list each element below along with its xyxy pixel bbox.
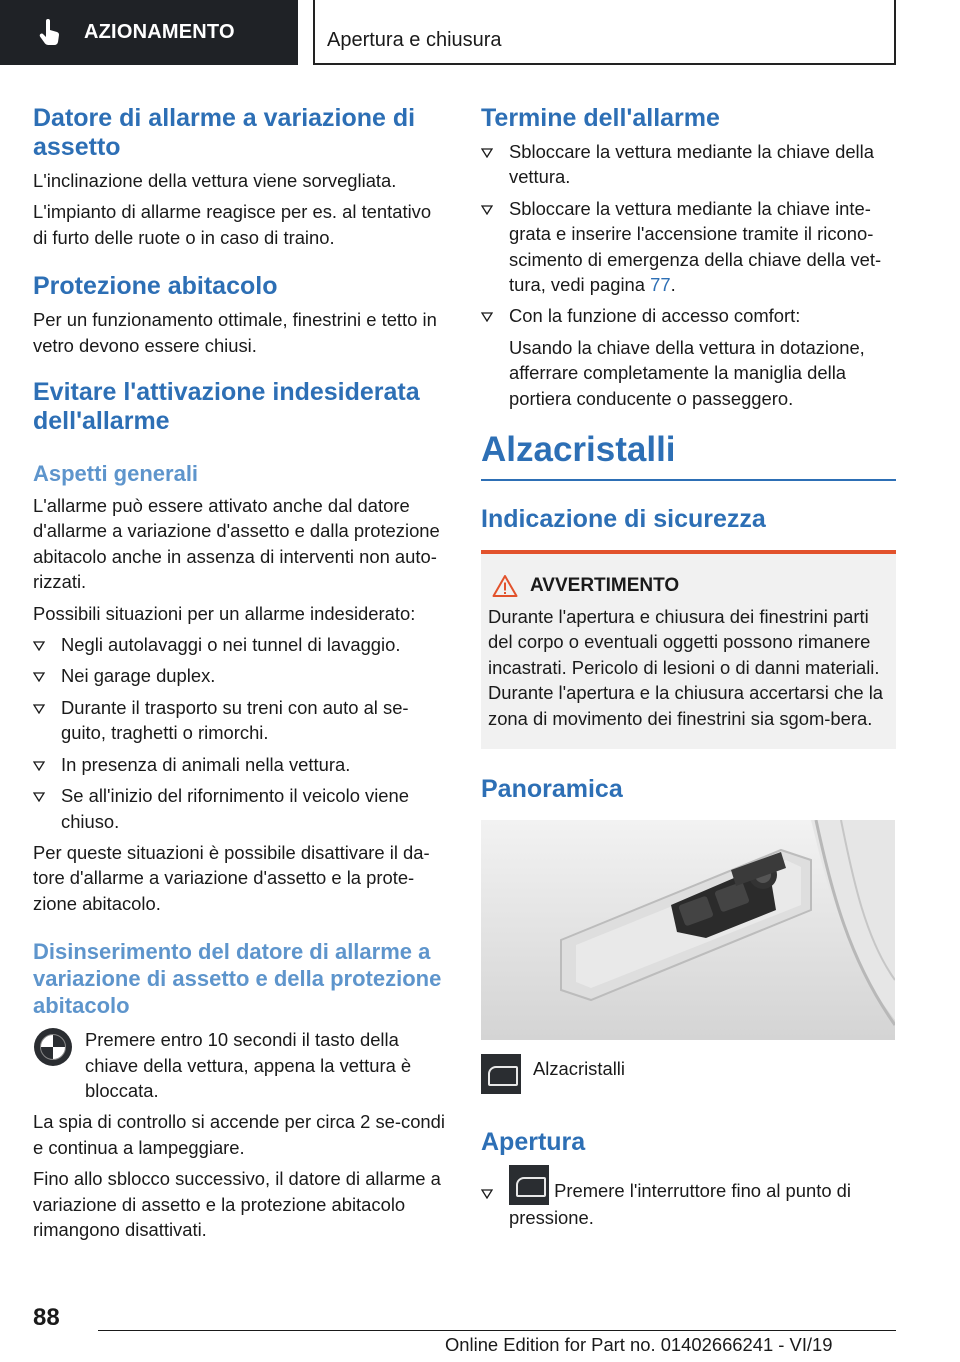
bmw-logo-icon — [33, 1027, 73, 1067]
warning-title: AVVERTIMENTO — [530, 575, 680, 597]
bullet-list — [481, 139, 896, 411]
paragraph: L'impianto di allarme reagisce per es. al tentativo di furto delle ruote o in caso di traino. — [33, 201, 432, 248]
window-switch-photo — [481, 820, 895, 1040]
warning-icon — [492, 574, 518, 598]
heading-cabin-protection: Protezione abitacolo — [33, 272, 278, 301]
photo-legend — [481, 1054, 896, 1094]
paragraph: Per un funzionamento ottimale, finestrini e tetto in vetro devono essere chiusi. — [33, 309, 437, 356]
hand-icon — [38, 19, 62, 47]
list-item: Durante il trasporto su treni con auto al se-guito, traghetti o rimorchi. — [33, 695, 448, 746]
triangle-bullet-icon — [33, 704, 45, 714]
warning-text: Durante l'apertura e chiusura dei finestrini parti del corpo o eventuali oggetti possono rimanere incastrati. Pericolo di lesioni o di danni materiali. Durante l'apertura e la chiusura accertarsi che la zona di movimento dei finestrini sia sgom-bera. — [488, 606, 884, 729]
chapter-title: Apertura e chiusura — [327, 29, 502, 51]
page-number: 88 — [33, 1304, 60, 1331]
door-panel-illustration — [481, 820, 895, 1040]
heading-rule — [481, 479, 896, 481]
list-item: Nei garage duplex. — [33, 663, 448, 688]
list-item: In presenza di animali nella vettura. — [33, 752, 448, 777]
paragraph: La spia di controllo si accende per circa 2 se-condi e continua a lampeggiare. — [33, 1111, 445, 1158]
window-switch-icon — [509, 1165, 549, 1205]
heading-end-alarm: Termine dell'allarme — [481, 104, 720, 132]
list-item: Sbloccare la vettura mediante la chiave della vettura. — [481, 139, 896, 190]
list-item: Con la funzione di accesso comfort: Usando la chiave della vettura in dotazione, afferrare completamente la maniglia della portiera conducente o passeggero. — [481, 303, 896, 411]
heading-disarm: Disinserimento del datore di allarme a variazione di assetto e della protezione abitacolo — [33, 939, 442, 1019]
heading-general: Aspetti generali — [33, 461, 199, 487]
triangle-bullet-icon — [481, 312, 493, 322]
triangle-bullet-icon — [481, 205, 493, 215]
footer-rule — [98, 1330, 896, 1331]
paragraph: L'allarme può essere attivato anche dal datore d'allarme a variazione d'assetto e dalla protezione abitacolo anche in assenza di interventi non auto-rizzati. — [33, 495, 440, 593]
legend-label: Alzacristalli — [533, 1058, 625, 1080]
warning-box — [481, 550, 896, 749]
page-link[interactable]: 77 — [650, 274, 671, 296]
key-button-instruction — [33, 1027, 448, 1103]
bullet-list — [481, 1165, 896, 1230]
heading-windows: Alzacristalli — [481, 430, 676, 470]
triangle-bullet-icon — [481, 1189, 493, 1199]
heading-avoid-alarm: Evitare l'attivazione indesiderata dell'allarme — [33, 378, 420, 436]
paragraph: Per queste situazioni è possibile disattivare il da-tore d'allarme a variazione d'assetto e la prote-zione abitacolo. — [33, 841, 430, 914]
right-column — [481, 104, 896, 1237]
chapter-tab — [313, 0, 896, 65]
bullet-list — [33, 632, 448, 834]
triangle-bullet-icon — [33, 792, 45, 802]
heading-overview: Panoramica — [481, 775, 623, 804]
section-tab — [0, 0, 298, 65]
edition-text: Online Edition for Part no. 01402666241 - VI/19 — [445, 1334, 833, 1355]
triangle-bullet-icon — [481, 148, 493, 158]
list-item: Premere l'interruttore fino al punto di pressione. — [481, 1165, 896, 1230]
triangle-bullet-icon — [33, 761, 45, 771]
triangle-bullet-icon — [33, 641, 45, 651]
list-item: Negli autolavaggi o nei tunnel di lavaggio. — [33, 632, 448, 657]
paragraph: L'inclinazione della vettura viene sorvegliata. — [33, 170, 397, 191]
heading-safety: Indicazione di sicurezza — [481, 505, 766, 534]
paragraph: Fino allo sblocco successivo, il datore di allarme a variazione di assetto e la protezione abitacolo rimangono disattivati. — [33, 1168, 441, 1240]
list-item: Sbloccare la vettura mediante la chiave inte-grata e inserire l'accensione tramite il ricono-scimento di emergenza della chiave della vet-tura, vedi pagina 77. — [481, 196, 896, 298]
list-item: Se all'inizio del rifornimento il veicolo viene chiuso. — [33, 783, 448, 834]
heading-tilt-alarm: Datore di allarme a variazione di assetto — [33, 104, 416, 161]
section-title: AZIONAMENTO — [84, 21, 235, 43]
left-column — [33, 104, 448, 1242]
window-switch-icon — [481, 1054, 521, 1094]
paragraph: Premere entro 10 secondi il tasto della chiave della vettura, appena la vettura è bloccata. — [85, 1029, 412, 1101]
heading-opening: Apertura — [481, 1128, 586, 1157]
paragraph: Possibili situazioni per un allarme indesiderato: — [33, 602, 416, 624]
triangle-bullet-icon — [33, 672, 45, 682]
